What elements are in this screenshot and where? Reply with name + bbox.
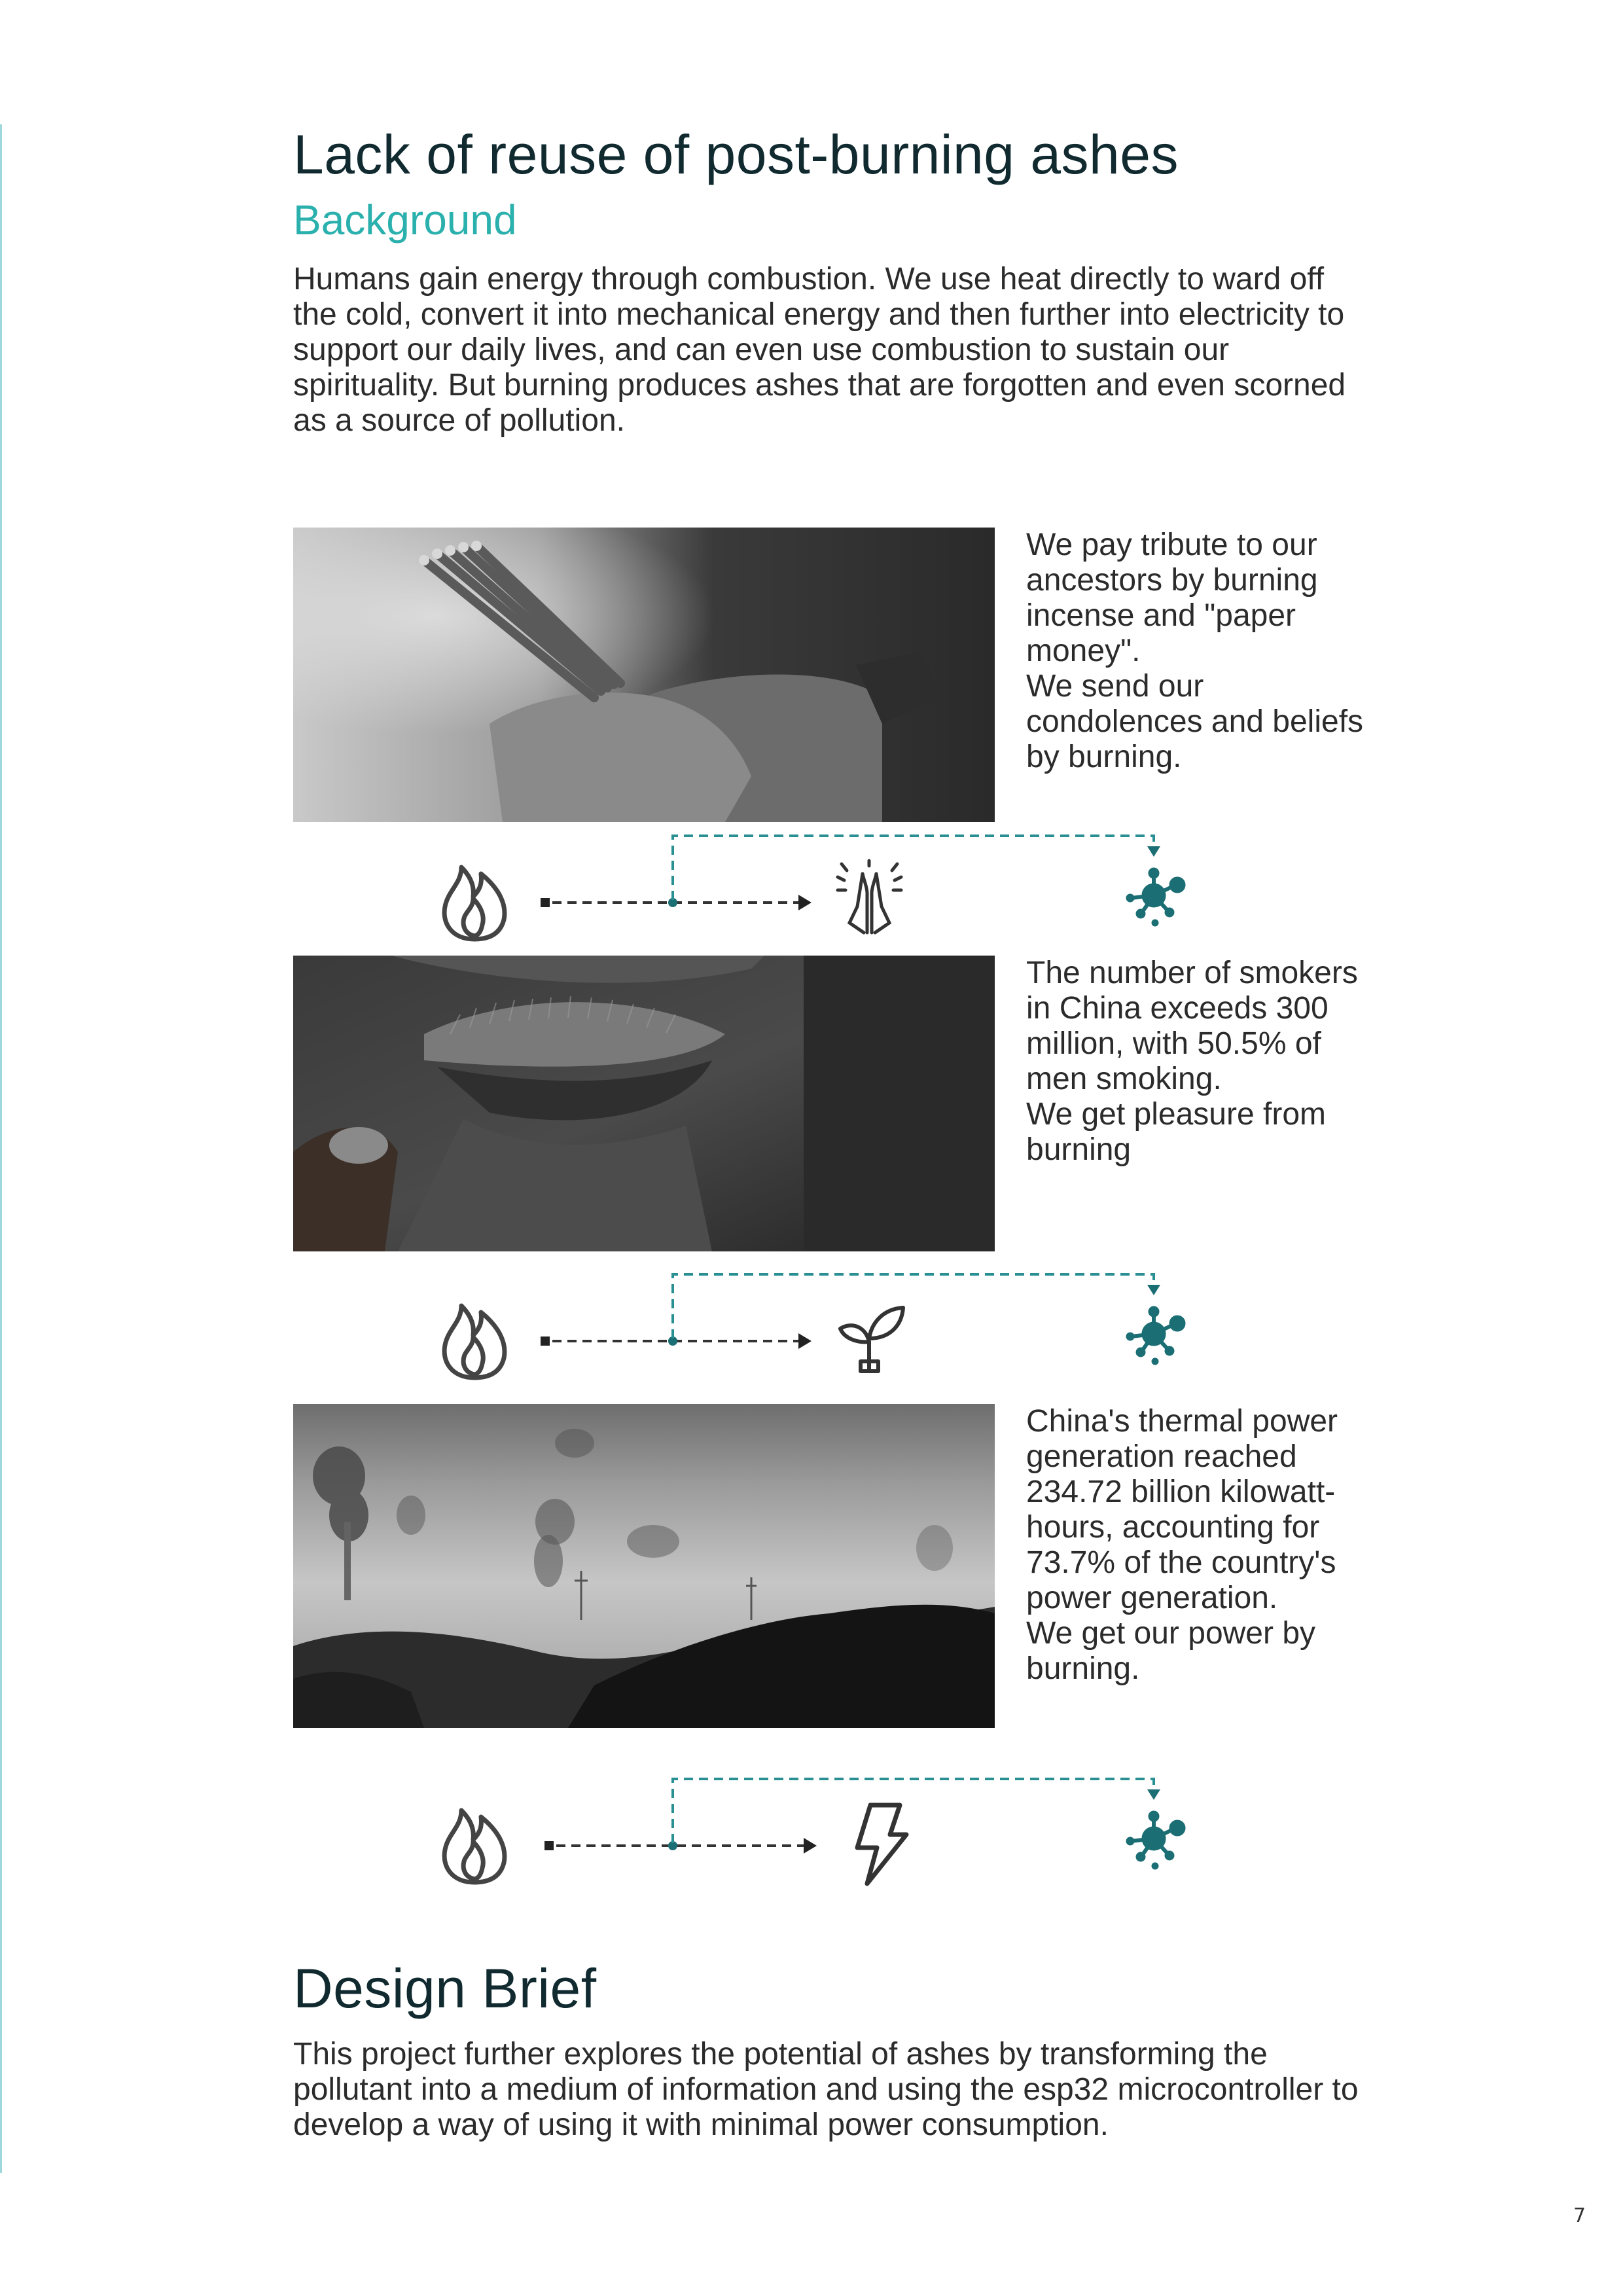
ash-molecule-icon xyxy=(1126,1306,1185,1365)
fire-icon xyxy=(444,1306,505,1378)
text-line: We send our condolences and beliefs by burning. xyxy=(1026,669,1364,774)
flow-diagram-incense xyxy=(393,821,1243,933)
flow-diagram-smoking xyxy=(393,1260,1243,1371)
text-line: We pay tribute to our ancestors by burning incense and "paper money". xyxy=(1026,528,1318,668)
text-line: China's thermal power generation reached 234.72 billion kilowatt-hours, accounting for 73.7% of the country's power generation. xyxy=(1026,1404,1338,1615)
photo-power-plant xyxy=(293,1404,995,1728)
ash-molecule-icon xyxy=(1126,1811,1185,1869)
ash-molecule-icon xyxy=(1126,868,1185,926)
section-subtitle: Background xyxy=(293,196,517,243)
text-line: The number of smokers in China exceeds 300 million, with 50.5% of men smoking. xyxy=(1026,956,1358,1096)
photo-smoker xyxy=(293,956,995,1251)
lightning-icon xyxy=(857,1805,906,1884)
text-smokers xyxy=(1026,956,1366,1168)
fire-icon xyxy=(444,1810,505,1882)
page-number: 7 xyxy=(1573,2204,1586,2227)
praying-hands-icon xyxy=(838,861,901,933)
photo-incense xyxy=(293,528,995,822)
text-line: We get pleasure from burning xyxy=(1026,1097,1326,1167)
flow-diagram-power xyxy=(393,1765,1243,1876)
text-line: We get our power by burning. xyxy=(1026,1616,1316,1686)
fire-icon xyxy=(444,867,505,939)
text-thermal-power xyxy=(1026,1404,1366,1687)
design-brief-title: Design Brief xyxy=(293,1958,597,2019)
sprout-icon xyxy=(840,1308,903,1371)
design-brief-text: This project further explores the potential of ashes by transforming the pollutant into a medium of information and using the esp32 microcontroller to develop a way of using it with minimal power consumption. xyxy=(293,2037,1359,2142)
page-title: Lack of reuse of post-burning ashes xyxy=(293,124,1179,185)
margin-rule xyxy=(0,124,2,2173)
intro-paragraph: Humans gain energy through combustion. We use heat directly to ward off the cold, convert it into mechanical energy and then further into electricity to support our daily lives, and can even use combustion to sustain our spirituality. But burning produces ashes that are forgotten and even scorned as a source of pollution. xyxy=(293,262,1346,438)
text-incense xyxy=(1026,528,1366,775)
